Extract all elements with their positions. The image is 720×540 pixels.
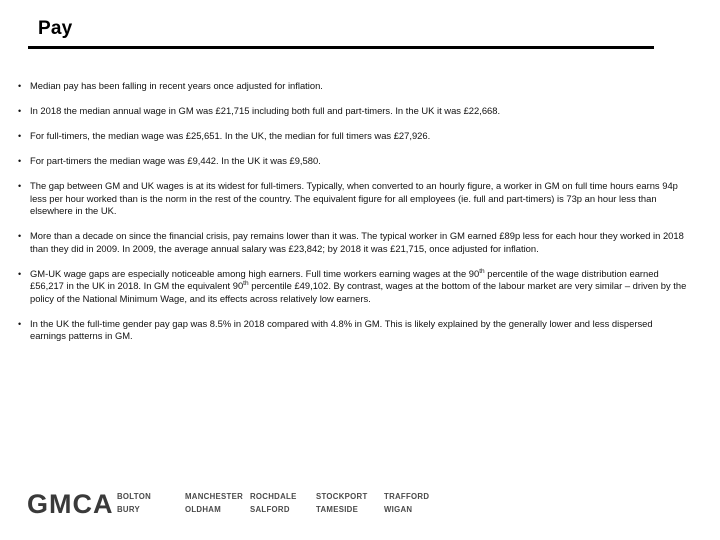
bullet-item: • In the UK the full-time gender pay gap was 8.5% in 2018 compared with 4.8% in GM. This is likely explained by the generally lower and less dispersed earnings patterns in GM.	[18, 318, 690, 343]
bullet-text-part: GM-UK wage gaps are especially noticeable among high earners. Full time workers earning wages at the 90	[30, 267, 480, 279]
bullet-text-part: percentile £49,102. By contrast, wages at the bottom of the labour market are very similar – driven by the policy of the National Minimum Wage, and its effects across relatively low earners.	[30, 280, 687, 304]
borough-name: WIGAN	[384, 505, 413, 514]
bullet-item: • For full-timers, the median wage was £25,651. In the UK, the median for full timers was £27,926.	[18, 130, 690, 143]
ordinal-suffix: th	[243, 280, 249, 288]
bullet-text-part: percentile of the wage distribution earned £56,217 in the UK in 2018. In GM the equivalent 90	[30, 267, 659, 292]
borough-name: MANCHESTER	[185, 492, 244, 501]
bullet-item: • For part-timers the median wage was £9,442. In the UK it was £9,580.	[18, 155, 690, 168]
bullet-list	[18, 80, 690, 343]
borough-name: BURY	[117, 505, 141, 514]
bullet-item: • In 2018 the median annual wage in GM was £21,715 including both full and part-timers. In the UK it was £22,668.	[18, 105, 690, 118]
borough-list	[117, 490, 444, 516]
borough-name: TRAFFORD	[384, 492, 430, 501]
bullet-item: • Median pay has been falling in recent years once adjusted for inflation.	[18, 80, 690, 93]
bullet-item	[18, 268, 690, 306]
page-title: Pay	[38, 18, 73, 39]
bullet-item: • The gap between GM and UK wages is at its widest for full-timers. Typically, when converted to an hourly figure, a worker in GM on full time hours earns 94p less per hour worked than is the norm in the rest of the country. The equivalent figure for all employees (ie. full and part-timers) is 73p an hour less than elsewhere in the UK.	[18, 180, 690, 218]
borough-name: ROCHDALE	[250, 492, 297, 501]
ordinal-suffix: th	[479, 267, 485, 275]
borough-name: OLDHAM	[185, 505, 222, 514]
borough-name: STOCKPORT	[316, 492, 368, 501]
borough-name: TAMESIDE	[316, 505, 359, 514]
borough-name: SALFORD	[250, 505, 290, 514]
bullet-item: • More than a decade on since the financial crisis, pay remains lower than it was. The typical worker in GM earned £89p less for each hour they worked in 2018 than they did in 2009. In 2009, the average annual salary was £23,842; by 2018 it was £21,715, once adjusted for inflation.	[18, 230, 690, 255]
borough-name: BOLTON	[117, 492, 151, 501]
gmca-logo: GMCA	[27, 489, 114, 519]
title-divider	[28, 46, 654, 49]
